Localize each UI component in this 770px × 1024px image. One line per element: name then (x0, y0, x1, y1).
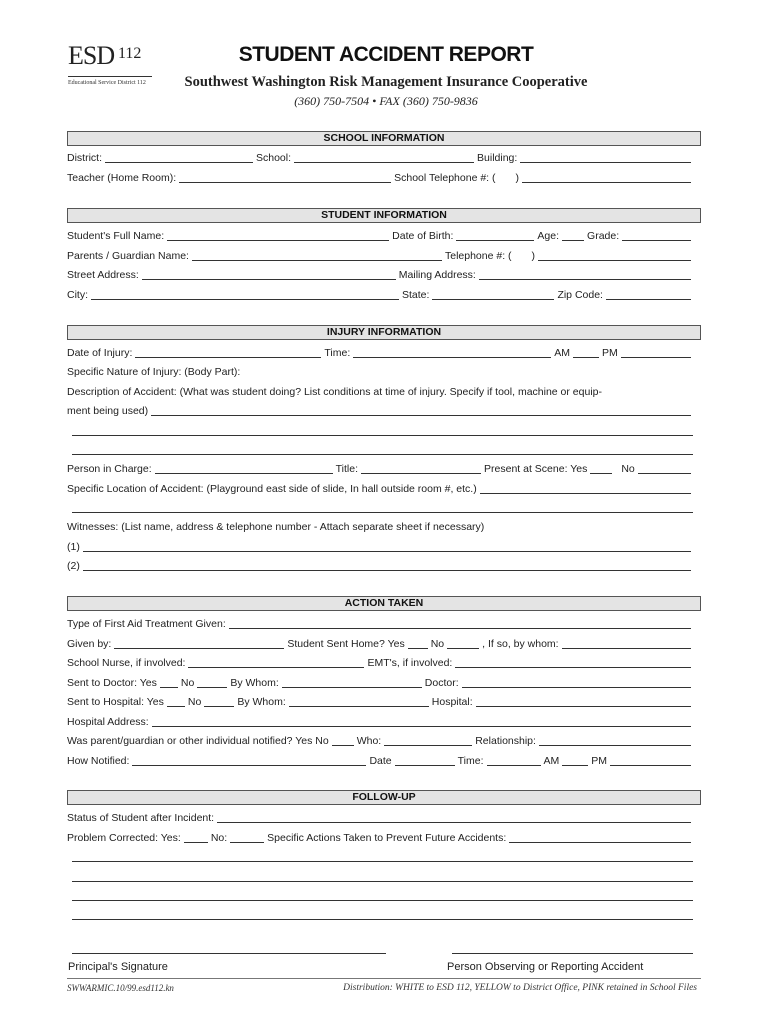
first-aid-field[interactable] (229, 618, 691, 629)
label-present-yes: Present at Scene: Yes (484, 463, 588, 475)
label-notified-date: Date (369, 755, 392, 767)
how-notified-field[interactable] (132, 755, 366, 766)
row-nature (67, 364, 693, 378)
witness-2-field[interactable] (83, 560, 691, 571)
label-relationship: Relationship: (475, 735, 536, 747)
row-parents-telephone (67, 248, 693, 262)
label-specific-actions: Specific Actions Taken to Prevent Future Accidents: (267, 832, 507, 844)
title-field[interactable] (361, 463, 481, 474)
label-doctor: Doctor: (424, 677, 459, 689)
label-sent-doctor-no: No (180, 677, 195, 689)
label-description: Description of Accident: (What was student doing? List conditions at time of injury. Specify if tool, machine or equip- (67, 386, 602, 398)
row-street-mailing (67, 267, 693, 281)
label-pm: PM (602, 347, 618, 359)
label-paren-close: ) (531, 250, 536, 262)
label-description-cont: ment being used) (67, 405, 149, 417)
district-field[interactable] (105, 152, 253, 163)
notified-no-field[interactable] (332, 735, 354, 746)
notified-pm-field[interactable] (610, 755, 691, 766)
witness-1-field[interactable] (83, 541, 691, 552)
observer-signature-label: Person Observing or Reporting Accident (447, 961, 644, 973)
row-notified (67, 733, 693, 747)
label-title: Title: (335, 463, 359, 475)
sent-doctor-yes-field[interactable] (160, 677, 178, 688)
distribution-note: Distribution: WHITE to ESD 112, YELLOW to District Office, PINK retained in School Files (343, 983, 697, 993)
row-witnesses (67, 519, 693, 533)
section-student-information: STUDENT INFORMATION (67, 208, 701, 223)
by-whom-doctor-field[interactable] (282, 677, 422, 688)
label-if-so: , If so, by whom: (482, 638, 559, 650)
label-parents: Parents / Guardian Name: (67, 250, 189, 262)
notified-date-field[interactable] (395, 755, 455, 766)
row-first-aid (67, 616, 693, 630)
label-present-no: No (621, 463, 635, 475)
person-in-charge-field[interactable] (155, 463, 333, 474)
label-full-name: Student's Full Name: (67, 230, 165, 242)
label-hospital-address: Hospital Address: (67, 716, 149, 728)
label-problem-corrected-no: No: (210, 832, 228, 844)
label-notified-pm: PM (591, 755, 608, 767)
specific-actions-field-5[interactable] (72, 919, 693, 920)
label-who: Who: (356, 735, 382, 747)
hospital-field[interactable] (476, 696, 691, 707)
row-person-in-charge (67, 461, 693, 475)
mailing-field[interactable] (479, 269, 691, 280)
label-street: Street Address: (67, 269, 139, 281)
label-by-whom-hospital: By Whom: (237, 696, 286, 708)
description-field-2[interactable] (72, 435, 693, 436)
row-description-1 (67, 384, 693, 398)
relationship-field[interactable] (539, 735, 691, 746)
label-sent-doctor-yes: Sent to Doctor: Yes (67, 677, 157, 689)
label-witness-1: (1) (67, 541, 80, 553)
label-dob: Date of Birth: (392, 230, 454, 242)
row-city-state-zip (67, 287, 693, 301)
label-telephone: Telephone #: ( (444, 250, 512, 262)
row-how-notified (67, 753, 693, 767)
label-witness-2: (2) (67, 560, 80, 572)
row-sent-doctor (67, 675, 693, 689)
location-field-2[interactable] (72, 512, 693, 513)
label-notified: Was parent/guardian or other individual notified? Yes No (67, 735, 329, 747)
label-district: District: (67, 152, 102, 164)
row-nurse-emts (67, 655, 693, 669)
school-field[interactable] (294, 152, 474, 163)
doctor-field[interactable] (462, 677, 691, 688)
row-given-by-sent-home (67, 636, 693, 650)
status-field[interactable] (217, 812, 691, 823)
label-teacher: Teacher (Home Room): (67, 172, 177, 184)
age-field[interactable] (562, 230, 584, 241)
sent-home-no-field[interactable] (447, 638, 479, 649)
notified-time-field[interactable] (487, 755, 541, 766)
sent-doctor-no-field[interactable] (197, 677, 227, 688)
if-so-field[interactable] (562, 638, 691, 649)
esd-logo-subtitle: Educational Service District 112 (68, 80, 146, 86)
who-field[interactable] (384, 735, 472, 746)
hospital-address-field[interactable] (152, 716, 691, 727)
label-sent-hospital-no: No (187, 696, 202, 708)
label-first-aid: Type of First Aid Treatment Given: (67, 618, 226, 630)
label-state: State: (402, 289, 430, 301)
by-whom-hospital-field[interactable] (289, 696, 429, 707)
given-by-field[interactable] (114, 638, 284, 649)
label-sent-home-yes: Student Sent Home? Yes (287, 638, 405, 650)
time-field[interactable] (353, 347, 551, 358)
footer-divider (67, 978, 701, 979)
label-mailing: Mailing Address: (398, 269, 476, 281)
am-field[interactable] (573, 347, 599, 358)
location-field-1[interactable] (480, 483, 691, 494)
parents-field[interactable] (192, 250, 442, 261)
specific-actions-field-4[interactable] (72, 900, 693, 901)
esd-logo: ESD (68, 41, 115, 70)
observer-signature-field[interactable] (452, 953, 693, 954)
date-of-injury-field[interactable] (135, 347, 321, 358)
specific-actions-field-1[interactable] (509, 832, 691, 843)
label-age: Age: (537, 230, 560, 242)
school-nurse-field[interactable] (188, 657, 364, 668)
row-date-time (67, 345, 693, 359)
full-name-field[interactable] (167, 230, 389, 241)
contact-numbers: (360) 750-7504 • FAX (360) 750-9836 (294, 94, 478, 108)
label-am: AM (554, 347, 570, 359)
problem-corrected-yes-field[interactable] (184, 832, 208, 843)
label-city: City: (67, 289, 88, 301)
state-field[interactable] (432, 289, 554, 300)
row-witness-2 (67, 558, 693, 572)
teacher-field[interactable] (179, 172, 391, 183)
telephone-field[interactable] (538, 250, 691, 261)
description-field-3[interactable] (72, 454, 693, 455)
problem-corrected-no-field[interactable] (230, 832, 264, 843)
building-field[interactable] (520, 152, 691, 163)
label-notified-am: AM (543, 755, 560, 767)
label-person-in-charge: Person in Charge: (67, 463, 152, 475)
label-zip: Zip Code: (557, 289, 603, 301)
sent-home-yes-field[interactable] (408, 638, 428, 649)
label-building: Building: (477, 152, 518, 164)
row-sent-hospital (67, 694, 693, 708)
principal-signature-label: Principal's Signature (68, 961, 168, 973)
row-hospital-address (67, 714, 693, 728)
row-witness-1 (67, 539, 693, 553)
label-school-telephone: School Telephone #: ( (394, 172, 496, 184)
label-emts: EMT's, if involved: (367, 657, 453, 669)
label-grade: Grade: (587, 230, 620, 242)
grade-field[interactable] (622, 230, 691, 241)
label-status: Status of Student after Incident: (67, 812, 215, 824)
row-teacher-telephone (67, 170, 693, 184)
label-hospital: Hospital: (431, 696, 473, 708)
label-witnesses: Witnesses: (List name, address & telephone number - Attach separate sheet if necessary) (67, 521, 485, 533)
label-paren-close: ) (515, 172, 520, 184)
notified-am-field[interactable] (562, 755, 588, 766)
esd-logo-number: 112 (118, 45, 142, 62)
label-date-of-injury: Date of Injury: (67, 347, 133, 359)
section-follow-up: FOLLOW-UP (67, 790, 701, 805)
label-given-by: Given by: (67, 638, 112, 650)
sent-hospital-yes-field[interactable] (167, 696, 185, 707)
emts-field[interactable] (455, 657, 691, 668)
section-injury-information: INJURY INFORMATION (67, 325, 701, 340)
dob-field[interactable] (456, 230, 534, 241)
specific-actions-field-2[interactable] (72, 861, 693, 862)
principal-signature-field[interactable] (72, 953, 386, 954)
row-district-school-building (67, 150, 693, 164)
form-title: STUDENT ACCIDENT REPORT (238, 43, 534, 66)
specific-actions-field-3[interactable] (72, 881, 693, 882)
row-location (67, 481, 693, 495)
label-time: Time: (324, 347, 351, 359)
zip-field[interactable] (606, 289, 691, 300)
label-how-notified: How Notified: (67, 755, 130, 767)
street-field[interactable] (142, 269, 396, 280)
pm-field[interactable] (621, 347, 691, 358)
logo-divider (68, 76, 152, 77)
row-description-2 (67, 403, 693, 417)
section-school-information: SCHOOL INFORMATION (67, 131, 701, 146)
label-sent-home-no: No (430, 638, 445, 650)
city-field[interactable] (91, 289, 399, 300)
present-no-field[interactable] (638, 463, 691, 474)
label-notified-time: Time: (457, 755, 484, 767)
label-sent-hospital-yes: Sent to Hospital: Yes (67, 696, 164, 708)
label-school-nurse: School Nurse, if involved: (67, 657, 186, 669)
form-subtitle: Southwest Washington Risk Management Insurance Cooperative (184, 74, 588, 90)
description-field-1[interactable] (151, 405, 691, 416)
present-yes-field[interactable] (590, 463, 612, 474)
label-problem-corrected-yes: Problem Corrected: Yes: (67, 832, 181, 844)
section-action-taken: ACTION TAKEN (67, 596, 701, 611)
label-location: Specific Location of Accident: (Playground east side of slide, In hall outside room #, etc.) (67, 483, 477, 495)
row-name-dob-age-grade (67, 228, 693, 242)
form-code: SWWARMIC.10/99.esd112.kn (67, 983, 174, 993)
label-nature-of-injury: Specific Nature of Injury: (Body Part): (67, 366, 241, 378)
school-telephone-field[interactable] (522, 172, 691, 183)
row-problem-corrected (67, 830, 693, 844)
label-by-whom-doctor: By Whom: (230, 677, 279, 689)
sent-hospital-no-field[interactable] (204, 696, 234, 707)
label-school: School: (256, 152, 292, 164)
row-status (67, 810, 693, 824)
